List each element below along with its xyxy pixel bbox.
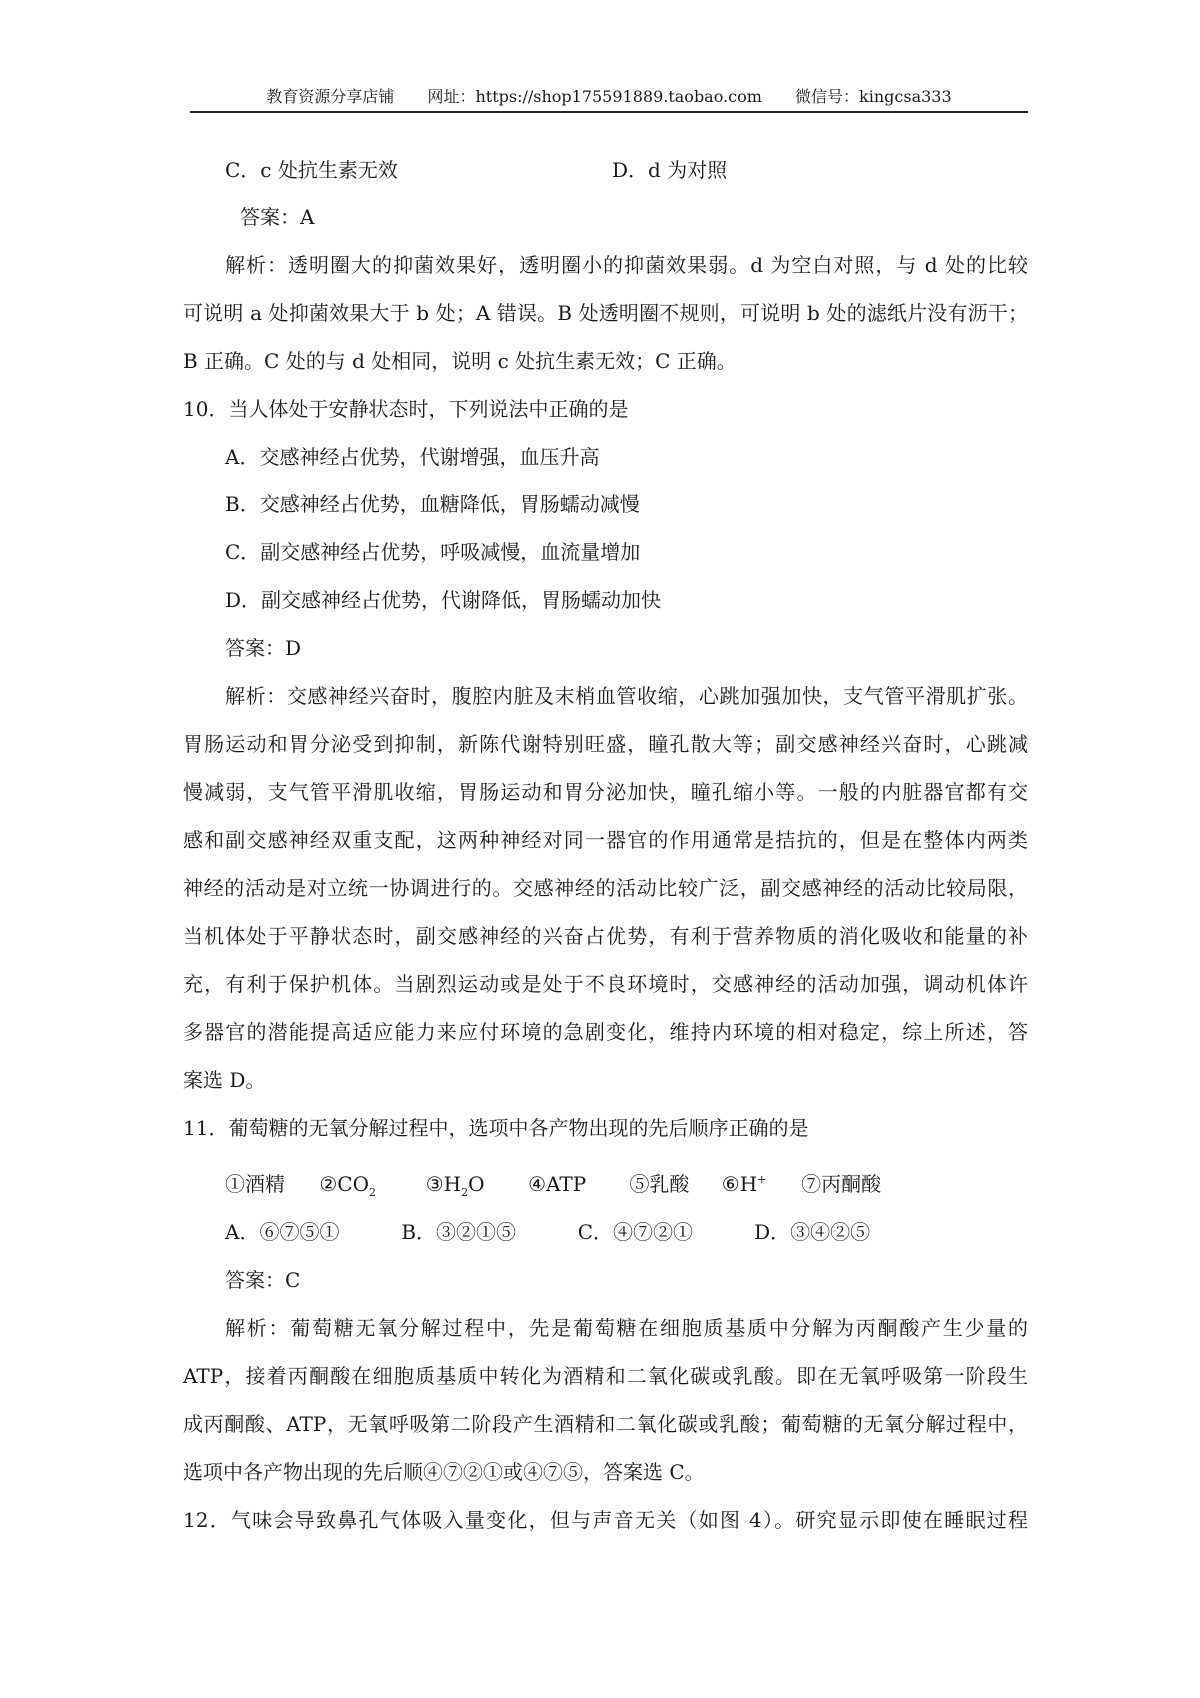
q11-product: ①酒精 [225,1171,285,1196]
q10-analysis-line: 充，有利于保护机体。当剧烈运动或是处于不良环境时，交感神经的活动加强，调动机体许 [183,972,1028,996]
q11-options-row [225,1220,870,1244]
q9-analysis-line: 可说明 a 处抑菌效果大于 b 处；A 错误。B 处透明圈不规则，可说明 b 处的滤纸片没有沥干； [183,301,1028,325]
q11-product: ⑦丙酮酸 [801,1171,882,1196]
q10-analysis-line: 慢减弱，支气管平滑肌收缩，胃肠运动和胃分泌加快，瞳孔缩小等。一般的内脏器官都有交 [183,780,1028,804]
q11-option-a: A．⑥⑦⑤① [225,1220,340,1244]
q10-answer: 答案：D [225,636,302,660]
q9-option-c: C．c 处抗生素无效 [225,158,398,182]
q10-stem: 10．当人体处于安静状态时，下列说法中正确的是 [183,397,629,421]
q10-analysis-line: 案选 D。 [183,1068,266,1092]
q11-option-b: B．③②①⑤ [401,1220,517,1244]
q11-answer: 答案：C [225,1268,301,1292]
q11-analysis-line: 成丙酮酸、ATP，无氧呼吸第二阶段产生酒精和二氧化碳或乳酸；葡萄糖的无氧分解过程中， [183,1412,1028,1436]
q12-stem: 12．气味会导致鼻孔气体吸入量变化，但与声音无关（如图 4）。研究显示即使在睡眠过程 [183,1508,1028,1532]
q11-product: ⑥H+ [721,1171,767,1196]
q10-analysis-line: 当机体处于平静状态时，副交感神经的兴奋占优势，有利于营养物质的消化吸收和能量的补 [183,924,1028,948]
q11-product: $②CO_2$ [319,1171,376,1199]
q11-product: ④ATP [528,1171,587,1196]
q10-option-d: D．副交感神经占优势，代谢降低，胃肠蠕动加快 [225,588,662,612]
q11-option-c: C．④⑦②① [577,1220,694,1244]
header-shop-url: 网址：https://shop175591889.taobao.com [427,87,762,106]
q9-option-d: D．d 为对照 [612,158,728,182]
q10-analysis-line: 神经的活动是对立统一协调进行的。交感神经的活动比较广泛，副交感神经的活动比较局限， [183,876,1028,900]
q11-stem: 11．葡萄糖的无氧分解过程中，选项中各产物出现的先后顺序正确的是 [183,1116,809,1140]
q11-option-d: D．③④②⑤ [754,1220,871,1244]
q11-analysis-line: 选项中各产物出现的先后顺④⑦②①或④⑦⑤，答案选 C。 [183,1460,705,1484]
q11-analysis-line: 解析：葡萄糖无氧分解过程中，先是葡萄糖在细胞质基质中分解为丙酮酸产生少量的 [225,1316,1028,1340]
header-wechat: 微信号：kingcsa333 [795,87,952,106]
q9-analysis-line: B 正确。C 处的与 d 处相同，说明 c 处抗生素无效；C 正确。 [183,349,737,373]
q11-analysis-line: ATP，接着丙酮酸在细胞质基质中转化为酒精和二氧化碳或乳酸。即在无氧呼吸第一阶段生 [183,1364,1028,1388]
q9-answer: 答案：A [240,205,315,229]
q11-products-row [225,1168,881,1205]
q10-option-a: A．交感神经占优势，代谢增强，血压升高 [225,445,600,469]
q10-analysis-line: 感和副交感神经双重支配，这两种神经对同一器官的作用通常是拮抗的，但是在整体内两类 [183,828,1028,852]
q10-option-b: B．交感神经占优势，血糖降低，胃肠蠕动减慢 [225,492,640,516]
q10-analysis-line: 解析：交感神经兴奋时，腹腔内脏及末梢血管收缩，心跳加强加快，支气管平滑肌扩张。 [225,684,1028,708]
q11-product: ⑤乳酸 [629,1171,690,1196]
q10-analysis-line: 胃肠运动和胃分泌受到抑制，新陈代谢特别旺盛，瞳孔散大等；副交感神经兴奋时，心跳减 [183,732,1028,756]
page-header [190,86,1028,108]
header-divider [190,111,1028,113]
q10-analysis-line: 多器官的潜能提高适应能力来应付环境的急剧变化，维持内环境的相对稳定，综上所述，答 [183,1020,1028,1044]
q9-analysis-line: 解析：透明圈大的抑菌效果好，透明圈小的抑菌效果弱。d 为空白对照，与 d 处的比较 [225,253,1028,277]
header-shop-name: 教育资源分享店铺 [266,87,395,106]
q11-product: $③H_2O$ [425,1171,485,1199]
q10-option-c: C．副交感神经占优势，呼吸减慢，血流量增加 [225,540,641,564]
